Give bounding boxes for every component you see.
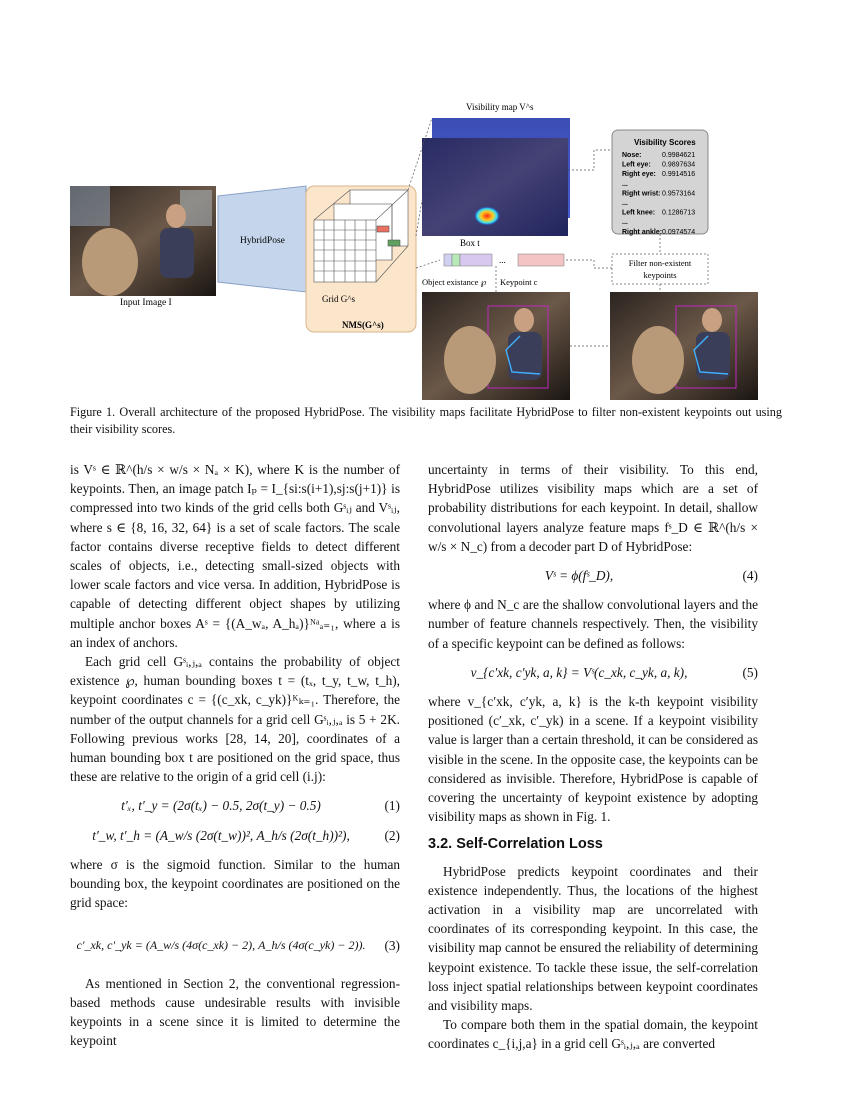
score-name: Right wrist: [622,190,661,198]
equation-1 [70,796,400,815]
score-name: Left eye: [622,161,651,169]
left-column [70,460,400,1050]
equation-2-body: t′_w, t′_h = (A_w/s (2σ(t_w))², A_h/s (2σ(t_h))²), [92,827,350,843]
architecture-figure [0,0,850,400]
score-name: Right ankle: [622,228,663,236]
input-image-label: Input Image I [120,298,172,308]
filter-label-1: Filter non-existent [628,258,692,268]
score-name: Right eye: [622,171,656,179]
visibility-map-label: Visibility map V^s [466,102,534,112]
box-label: Box t [460,238,480,248]
score-value: 0.9573164 [662,190,696,198]
right-paragraph-4: HybridPose predicts keypoint coordinates and their existence independently. Thus, the locations of the highest activation in a visibility map are uncorrelated with coordinates of its corresponding keypoint. In this case, the visibility map cannot be ensured the reliability of determining keypoint existence. To tackle these issue, the self-correlation loss inject spatial relationships between keypoint coordinates and visibility maps. [428,863,758,1014]
equation-3-number: (3) [384,938,400,954]
object-existence-label: Object existance ℘ [422,277,487,287]
detected-pose-image [422,292,570,400]
equation-3 [70,936,400,955]
section-heading: 3.2. Self-Correlation Loss [428,836,603,853]
score-value: 0.9914516 [662,171,696,179]
input-image [70,186,216,296]
equation-5-body: v_{c′xk, c′yk, a, k} = Vˢ(c_xk, c_yk, a, k), [470,664,688,680]
equation-4 [428,566,758,585]
score-name: Left knee: [622,209,656,217]
equation-5 [428,663,758,682]
equation-1-body: t′ₓ, t′_y = (2σ(tₓ) − 0.5, 2σ(t_y) − 0.5) [121,798,321,814]
equation-4-number: (4) [742,568,758,584]
filter-box [612,254,708,284]
score-name: Nose: [622,152,642,159]
keypoint-label: Keypoint c [500,277,538,287]
right-column [428,460,758,1054]
left-paragraph-1: is Vˢ ∈ ℝ^(h/s × w/s × Nₐ × K), where K is the number of keypoints. Then, an image patch Iₚ = I_{si:s(i+1),sj:s(j+1)} is compressed into two kinds of the grid cells both Gˢᵢⱼ and Vˢᵢⱼ, where s ∈ {8, 16, 32, 64} is a set of scale factors. The scale factor contains diverse receptive fields to detect different scales of objects, i.e., detecting small-sized objects with lower scale factors and vice versa. In addition, HybridPose is capable of detecting different object shapes by utilizing multiple anchor boxes Aˢ = {(A_wₐ, A_hₐ)}ᴺᵃₐ₌₁, where a is an index of anchors. [70,462,400,650]
right-paragraph-3: where v_{c′xk, c′yk, a, k} is the k-th keypoint visibility positioned (c′_xk, c′_yk) in a scene. If a keypoint visibility value is larger than a certain threshold, it can be considered as visible in the scene. In the opposite case, the keypoints can be considered as invisible. Therefore, HybridPose is capable of covering the uncertainty of keypoint existence by adopting visibility maps as shown in Fig. 1. [428,694,758,825]
output-vector [444,254,564,266]
nms-label: NMS(G^s) [342,320,384,330]
score-value: 0.1286713 [662,209,696,217]
equation-2-number: (2) [384,827,400,843]
visibility-scores-panel [612,130,708,236]
hybridpose-label: HybridPose [240,236,285,246]
left-paragraph-2: Each grid cell Gˢᵢ,ⱼ,ₐ contains the probability of object existence ℘, human bounding boxes t = (tₓ, t_y, t_w, t_h), keypoint coordinates c = {(c_xk, c_yk)}ᴷₖ₌₁. Therefore, the number of the output channels for a grid cell Gˢᵢ,ⱼ,ₐ is 5 + 2K. Following previous works [28, 14, 20], coordinates of a human bounding box t are positioned on the grid space, thus these are relative to the origin of a grid cell (i.j): [70,654,400,785]
score-name: ... [622,219,628,227]
score-value: 0.9984621 [662,152,696,159]
scores-title: Visibility Scores [634,138,696,147]
filtered-pose-image [610,292,758,400]
filter-label-2: keypoints [643,270,677,280]
left-paragraph-4: As mentioned in Section 2, the conventional regression-based methods cause undesirable results with invisible keypoints in a scene since it is limited to determine the keypoint [70,975,400,1049]
equation-5-number: (5) [742,664,758,680]
score-name: ... [622,200,628,207]
figure-caption: Figure 1. Overall architecture of the proposed HybridPose. The visibility maps facilitate HybridPose to filter non-existent keypoints out using their visibility scores. [70,405,782,436]
right-paragraph-5: To compare both them in the spatial domain, the keypoint coordinates c_{i,j,a} in a grid cell Gˢᵢ,ⱼ,ₐ are converted [428,1017,758,1052]
score-name: ... [622,180,628,188]
svg-text:...: ... [499,255,506,265]
equation-2 [70,826,400,845]
grid-label: Grid G^s [322,294,355,304]
equation-3-body: c′_xk, c′_yk = (A_w/s (4σ(c_xk) − 2), A_h/s (4σ(c_yk) − 2)). [76,938,366,953]
left-paragraph-3: where σ is the sigmoid function. Similar to the human bounding box, the keypoint coordinates are positioned on the grid space: [70,856,400,911]
equation-4-body: Vˢ = ϕ(fˢ_D), [544,568,614,584]
score-value: 0.0974574 [662,228,696,236]
score-value: 0.9897634 [662,161,696,169]
visibility-map-front [422,138,568,236]
right-paragraph-2: where ϕ and N_c are the shallow convolutional layers and the number of feature channels respectively. Then, the visibility of a specific keypoint can be defined as follows: [428,597,758,651]
right-paragraph-1: uncertainty in terms of their visibility. To this end, HybridPose utilizes visibility maps which are a set of probability distributions for each keypoint. In detail, shallow convolutional layers analyze feature maps fˢ_D ∈ ℝ^(h/s × w/s × N_c) from a decoder part D of HybridPose: [428,462,758,554]
equation-1-number: (1) [384,798,400,814]
